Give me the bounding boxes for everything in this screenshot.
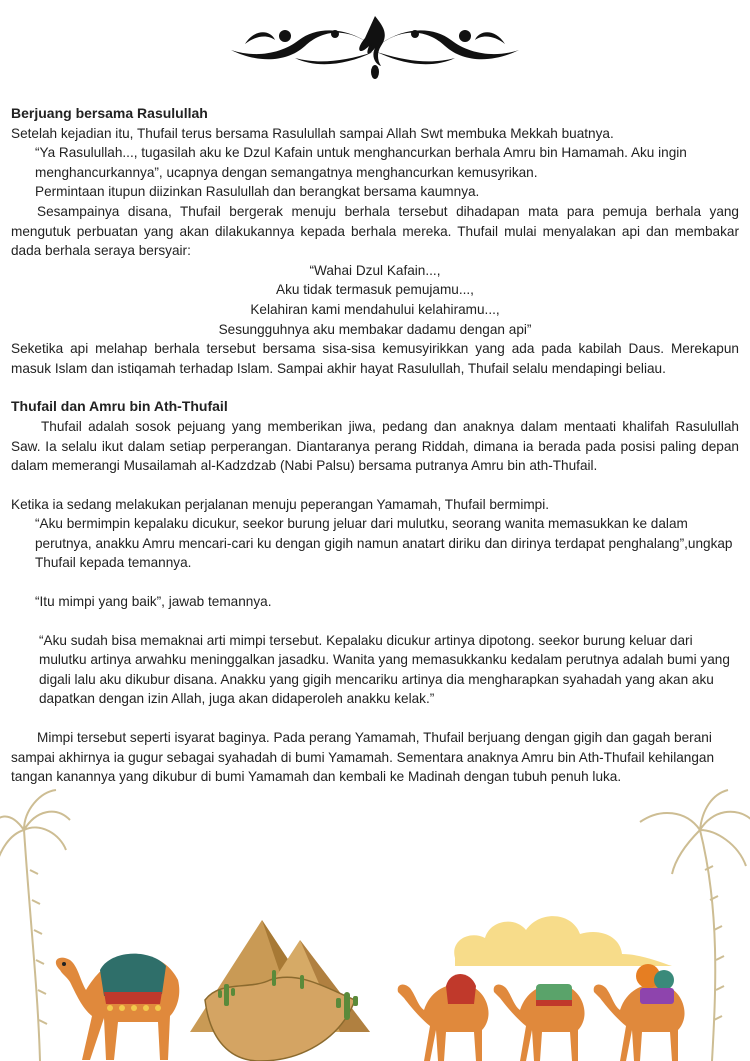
camel-icon <box>494 984 585 1061</box>
camel-icon <box>56 954 179 1060</box>
section-heading: Berjuang bersama Rasulullah <box>11 105 208 121</box>
paragraph: Thufail adalah sosok pejuang yang memberikan jiwa, pedang dan anaknya dalam mentaati khalifah Rasulullah Saw. Ia selalu ikut dalam setiap perperangan. Diantaranya perang Riddah, dimana ia berada pada posisi paling depan dalam memerangi Musailamah al-Kadzdzab (Nabi Palsu) bersama putranya Amru bin ath-Thufail. <box>11 418 739 474</box>
paragraph: Seketika api melahap berhala tersebut bersama sisa-sisa kemusyirikkan yang ada pada kabilah Daus. Merekapun masuk Islam dan istiqamah terhadap Islam. Sampai akhir hayat Rasulullah, Thufail selalu mendapingi beliau. <box>11 341 739 376</box>
paragraph: Ketika ia sedang melakukan perjalanan menuju peperangan Yamamah, Thufail bermimpi. <box>11 496 550 512</box>
article-body <box>11 104 739 787</box>
quote-paragraph: “Itu mimpi yang baik”, jawab temannya. <box>35 594 272 610</box>
section-heading: Thufail dan Amru bin Ath-Thufail <box>11 398 228 415</box>
poem-line: Sesungguhnya aku membakar dadamu dengan api” <box>218 321 532 337</box>
paragraph: Sesampainya disana, Thufail bergerak menuju berhala tersebut dihadapan mata para pemuja berhala yang mengutuk perbuatan yang akan dilakukannya kepada berhala mereka. Thufail mulai menyalakan api dan membakar dada berhala seraya bersyair: <box>11 203 739 259</box>
poem-line: Kelahiran kami mendahului kelahiramu..., <box>250 301 500 317</box>
cloud-icon <box>454 916 672 966</box>
pyramids-icon <box>190 920 370 1061</box>
palm-tree-left-icon <box>0 790 70 1061</box>
camel-icon <box>398 974 489 1061</box>
quote-paragraph: “Ya Rasulullah..., tugasilah aku ke Dzul Kafain untuk menghancurkan berhala Amru bin Hamamah. Aku ingin menghancurkannya”, ucapnya dengan semangatnya menghancurkan kemusyrikan. <box>35 145 687 180</box>
flourish-ornament-icon <box>225 14 525 80</box>
camel-icon <box>594 964 685 1061</box>
desert-caravan-illustration <box>0 770 750 1061</box>
poem-line: Aku tidak termasuk pemujamu..., <box>276 282 474 298</box>
paragraph: Setelah kejadian itu, Thufail terus bersama Rasulullah sampai Allah Swt membuka Mekkah buatnya. <box>11 125 614 141</box>
paragraph: Permintaan itupun diizinkan Rasulullah dan berangkat bersama kaumnya. <box>35 184 480 200</box>
poem-line: “Wahai Dzul Kafain..., <box>309 262 441 278</box>
quote-paragraph: “Aku bermimpin kepalaku dicukur, seekor burung jeluar dari mulutku, seorang wanita memasukkan ke dalam perutnya, anakku Amru mencari-cari ku dengan gigih namun anatart diriku dan dirinya terdapat penghalang”,ungkap Thufail kepada temannya. <box>35 516 733 571</box>
quote-paragraph: “Aku sudah bisa memaknai arti mimpi tersebut. Kepalaku dicukur artinya dipotong. seekor burung keluar dari mulutku artinya arwahku meninggalkan jasadku. Wanita yang memasukkanku kedalam perutnya adalah bumi yang digali lalu aku dikubur disana. Anakku yang gigih mencariku artinya dia mengharapkan syahadah yang akan aku dapatkan dengan izin Allah, juga akan didaperoleh anakku kelak.” <box>39 632 730 707</box>
paragraph: Mimpi tersebut seperti isyarat baginya. Pada perang Yamamah, Thufail berjuang dengan gigih dan gagah berani sampai akhirnya ia gugur sebagai syahadah di bumi Yamamah. Sementara anaknya Amru bin Ath-Thufail kehilangan tangan kanannya yang dikubur di bumi Yamamah dan kembali ke Madinah dengan tubuh penuh luka. <box>11 730 715 785</box>
